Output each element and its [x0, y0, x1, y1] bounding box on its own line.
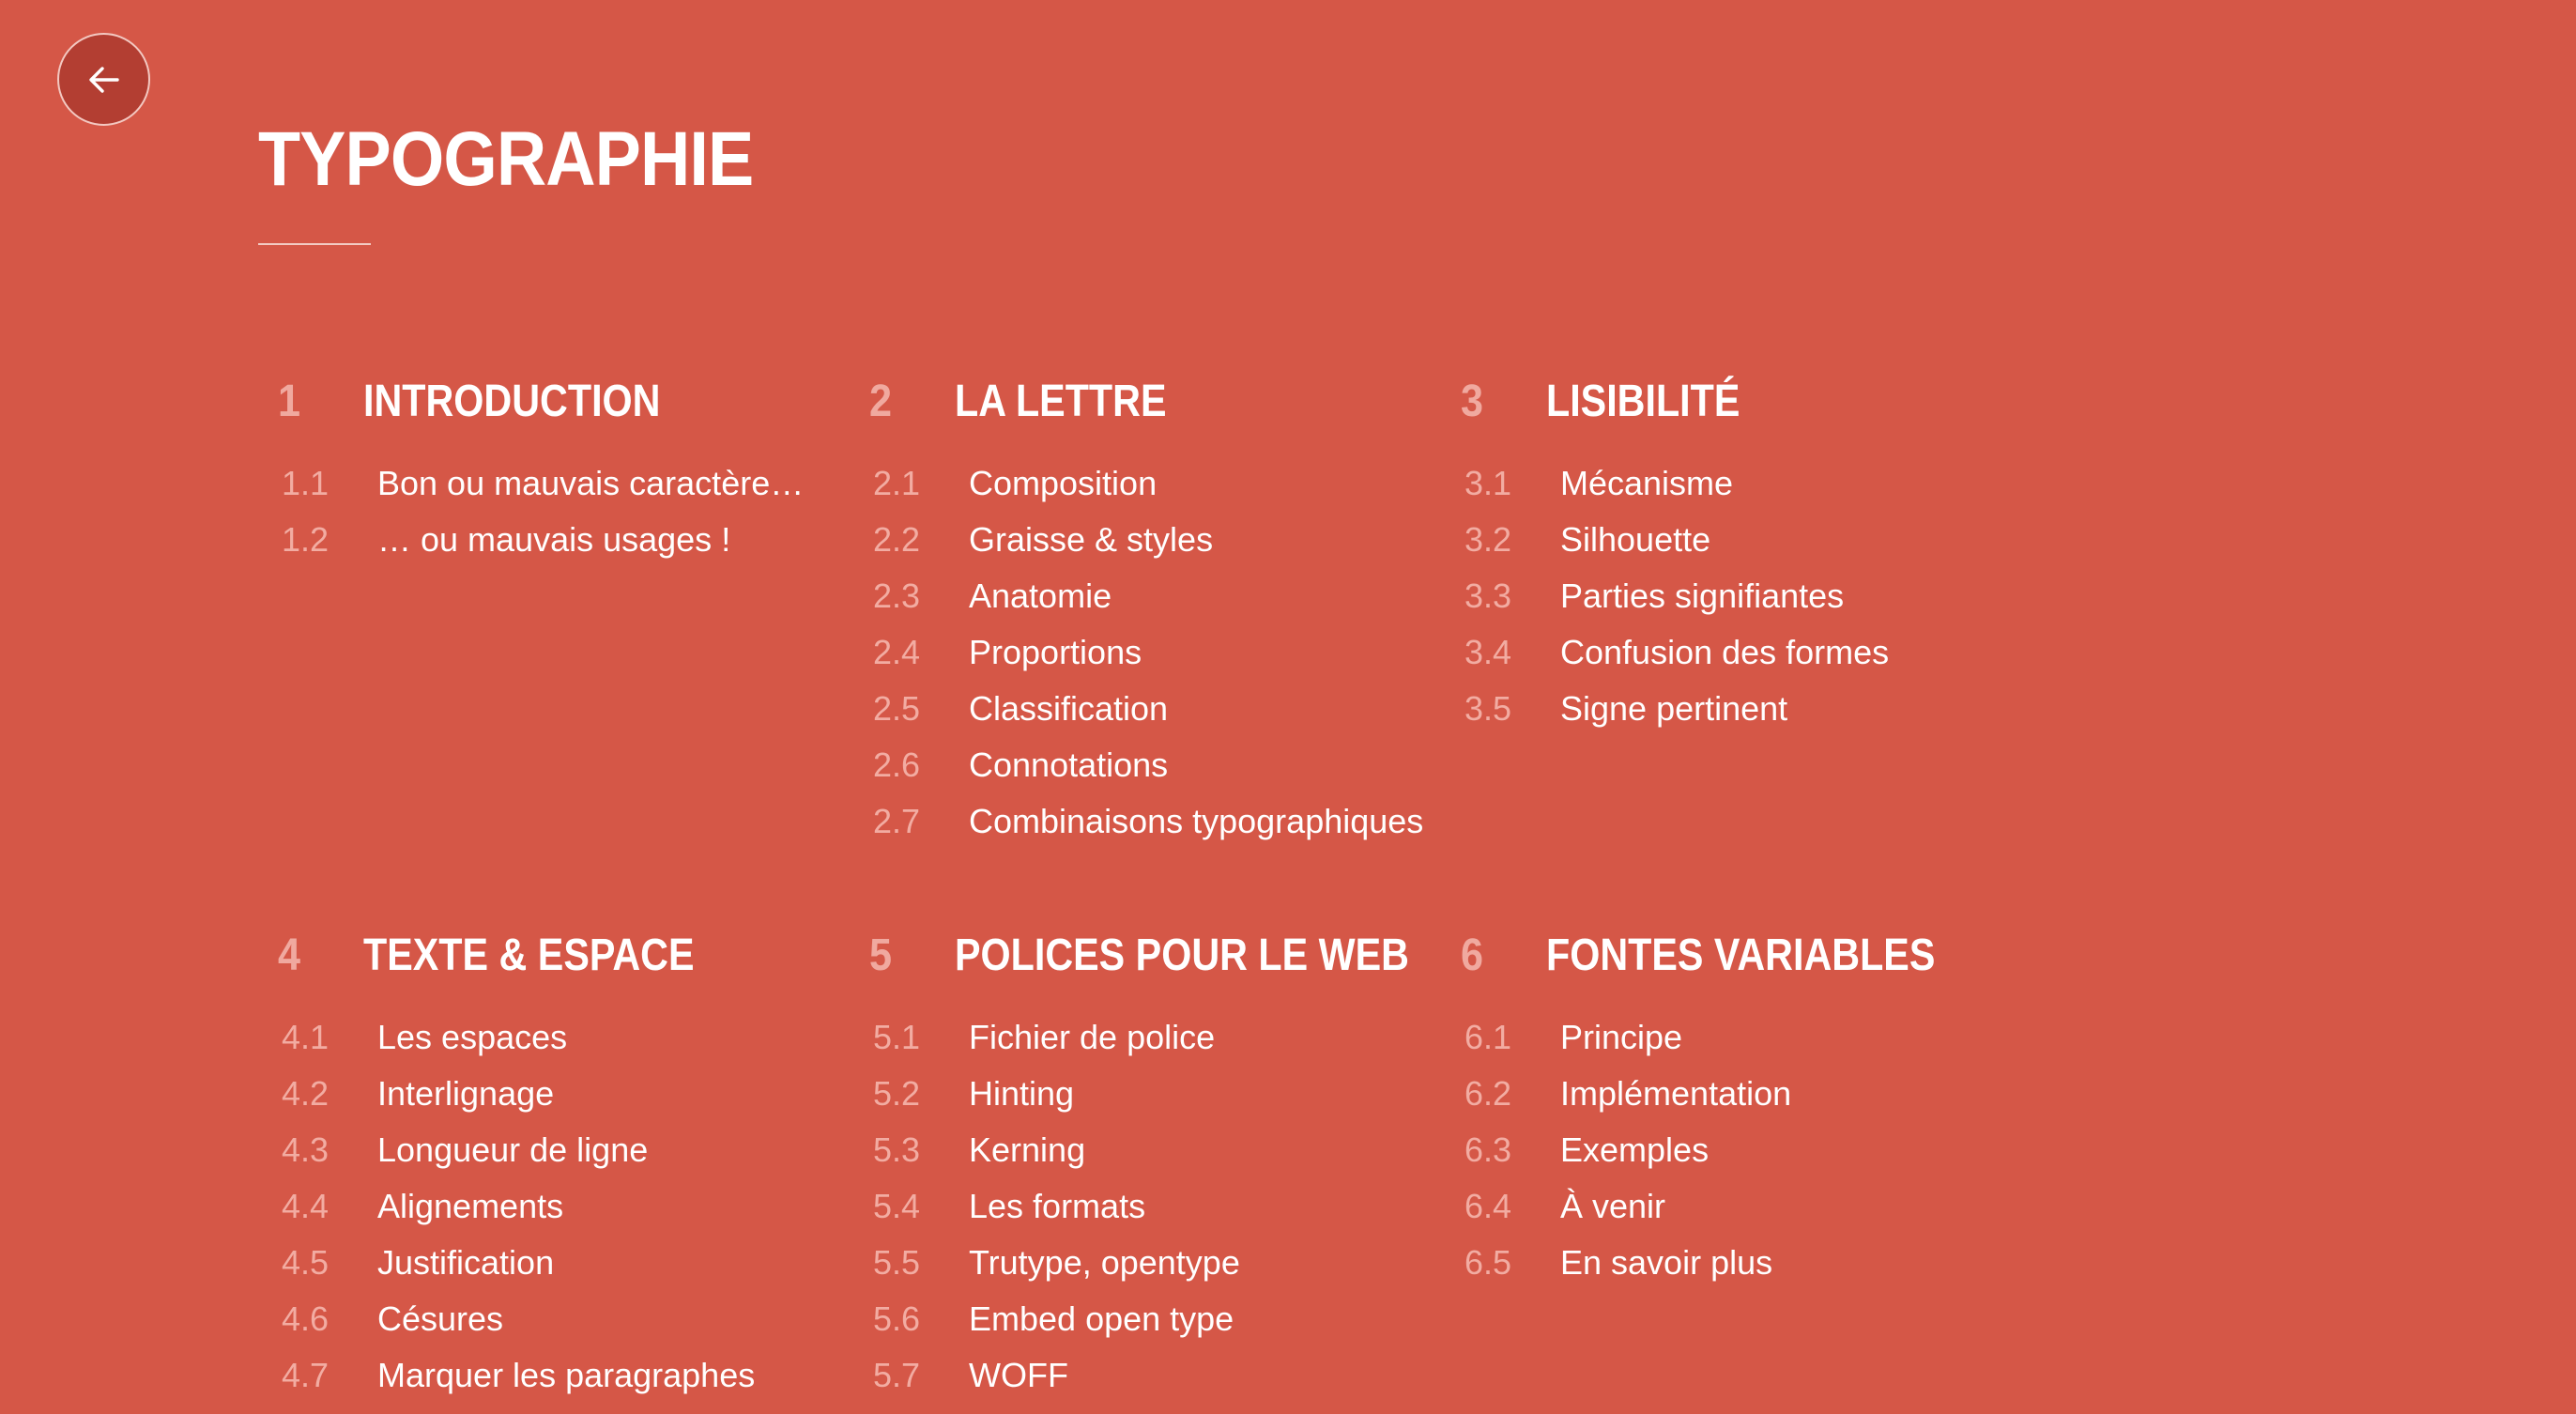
section-label: Silhouette: [1560, 520, 1711, 559]
section-label: Implémentation: [1560, 1074, 1792, 1113]
section-link[interactable]: [1461, 681, 2062, 737]
chapter-5: [869, 923, 1470, 1404]
section-link[interactable]: [278, 1235, 879, 1291]
section-number: 4.3: [282, 1130, 330, 1169]
section-label: Interlignage: [377, 1074, 555, 1113]
section-list: [869, 1009, 1470, 1404]
section-link[interactable]: [278, 1291, 879, 1347]
section-label: Mécanisme: [1560, 464, 1734, 502]
chapter-6: [1461, 923, 2062, 1291]
section-link[interactable]: [869, 624, 1470, 681]
section-link[interactable]: [1461, 455, 2062, 512]
section-number: 1.2: [282, 520, 330, 559]
section-number: 5.7: [873, 1356, 921, 1394]
section-label: En savoir plus: [1560, 1243, 1773, 1282]
section-link[interactable]: [869, 1009, 1470, 1066]
section-number: 5.1: [873, 1018, 921, 1056]
section-label: Fichier de police: [969, 1018, 1216, 1056]
section-label: Exemples: [1560, 1130, 1710, 1169]
section-label: Justification: [377, 1243, 555, 1282]
section-number: 6.4: [1464, 1187, 1512, 1225]
section-link[interactable]: [1461, 1066, 2062, 1122]
section-number: 4.4: [282, 1187, 330, 1225]
section-number: 1.1: [282, 464, 330, 502]
chapter-4: [278, 923, 879, 1404]
section-label: WOFF: [969, 1356, 1068, 1394]
section-label: Composition: [969, 464, 1158, 502]
section-list: [869, 455, 1470, 850]
section-link[interactable]: [278, 1009, 879, 1066]
section-label: Bon ou mauvais caractère…: [377, 464, 805, 502]
section-number: 5.2: [873, 1074, 921, 1113]
section-label: Parties signifiantes: [1560, 576, 1845, 615]
section-link[interactable]: [278, 512, 879, 568]
section-link[interactable]: [278, 1347, 879, 1404]
section-link[interactable]: [869, 455, 1470, 512]
section-number: 6.1: [1464, 1018, 1512, 1056]
section-link[interactable]: [869, 512, 1470, 568]
chapter-title-link[interactable]: FONTES VARIABLES: [1546, 930, 1936, 980]
section-label: Les formats: [969, 1187, 1146, 1225]
section-label: À venir: [1560, 1187, 1666, 1225]
section-number: 2.2: [873, 520, 921, 559]
section-label: Connotations: [969, 745, 1169, 784]
section-link[interactable]: [1461, 1122, 2062, 1178]
section-number: 2.5: [873, 689, 921, 728]
section-link[interactable]: [278, 1122, 879, 1178]
chapter-number: 3: [1461, 377, 1484, 426]
section-number: 2.4: [873, 633, 921, 671]
section-link[interactable]: [1461, 512, 2062, 568]
section-number: 6.3: [1464, 1130, 1512, 1169]
chapter-number: 4: [278, 930, 301, 980]
section-label: Classification: [969, 689, 1169, 728]
section-number: 5.3: [873, 1130, 921, 1169]
chapter-header: [278, 923, 879, 989]
section-number: 5.6: [873, 1299, 921, 1338]
section-number: 4.5: [282, 1243, 330, 1282]
section-number: 2.6: [873, 745, 921, 784]
section-link[interactable]: [869, 793, 1470, 850]
section-label: Combinaisons typographiques: [969, 802, 1424, 840]
section-label: Principe: [1560, 1018, 1683, 1056]
section-number: 2.3: [873, 576, 921, 615]
page-title: TYPOGRAPHIE: [258, 116, 754, 202]
section-label: Anatomie: [969, 576, 1112, 615]
section-number: 2.7: [873, 802, 921, 840]
section-link[interactable]: [869, 568, 1470, 624]
section-link[interactable]: [869, 681, 1470, 737]
section-link[interactable]: [278, 455, 879, 512]
section-link[interactable]: [1461, 1235, 2062, 1291]
section-link[interactable]: [869, 1291, 1470, 1347]
section-number: 3.4: [1464, 633, 1512, 671]
section-link[interactable]: [278, 1066, 879, 1122]
section-number: 3.1: [1464, 464, 1512, 502]
section-label: Alignements: [377, 1187, 564, 1225]
section-link[interactable]: [1461, 1178, 2062, 1235]
chapter-title-link[interactable]: LISIBILITÉ: [1546, 377, 1740, 426]
section-link[interactable]: [869, 1066, 1470, 1122]
chapter-number: 1: [278, 377, 301, 426]
section-link[interactable]: [278, 1178, 879, 1235]
section-link[interactable]: [869, 1347, 1470, 1404]
section-number: 3.2: [1464, 520, 1512, 559]
section-label: Hinting: [969, 1074, 1075, 1113]
chapter-1: [278, 369, 879, 568]
chapter-header: [278, 369, 879, 435]
chapter-header: [869, 923, 1470, 989]
section-number: 4.2: [282, 1074, 330, 1113]
chapter-header: [1461, 369, 2062, 435]
section-label: Kerning: [969, 1130, 1086, 1169]
chapter-title-link[interactable]: LA LETTRE: [955, 377, 1167, 426]
section-number: 5.5: [873, 1243, 921, 1282]
section-number: 4.6: [282, 1299, 330, 1338]
section-label: Césures: [377, 1299, 504, 1338]
section-list: [1461, 1009, 2062, 1291]
chapter-number: 2: [869, 377, 893, 426]
section-link[interactable]: [869, 1178, 1470, 1235]
section-label: Trutype, opentype: [969, 1243, 1240, 1282]
section-label: Proportions: [969, 633, 1142, 671]
section-label: … ou mauvais usages !: [377, 520, 731, 559]
section-number: 4.1: [282, 1018, 330, 1056]
section-link[interactable]: [869, 737, 1470, 793]
chapter-title-link[interactable]: POLICES POUR LE WEB: [955, 930, 1409, 980]
section-number: 6.5: [1464, 1243, 1512, 1282]
section-number: 2.1: [873, 464, 921, 502]
section-number: 5.4: [873, 1187, 921, 1225]
section-label: Embed open type: [969, 1299, 1234, 1338]
section-label: Confusion des formes: [1560, 633, 1890, 671]
section-list: [278, 1009, 879, 1404]
chapter-title-link[interactable]: INTRODUCTION: [363, 377, 661, 426]
chapter-3: [1461, 369, 2062, 737]
section-list: [278, 455, 879, 568]
chapter-number: 6: [1461, 930, 1484, 980]
section-number: 4.7: [282, 1356, 330, 1394]
section-number: 6.2: [1464, 1074, 1512, 1113]
section-label: Les espaces: [377, 1018, 568, 1056]
section-link[interactable]: [1461, 624, 2062, 681]
chapter-number: 5: [869, 930, 893, 980]
section-number: 3.5: [1464, 689, 1512, 728]
section-link[interactable]: [1461, 568, 2062, 624]
section-link[interactable]: [869, 1235, 1470, 1291]
section-label: Marquer les paragraphes: [377, 1356, 756, 1394]
chapter-2: [869, 369, 1470, 850]
section-label: Graisse & styles: [969, 520, 1214, 559]
section-link[interactable]: [1461, 1009, 2062, 1066]
section-list: [1461, 455, 2062, 737]
chapter-header: [869, 369, 1470, 435]
section-label: Signe pertinent: [1560, 689, 1788, 728]
chapter-header: [1461, 923, 2062, 989]
section-label: Longueur de ligne: [377, 1130, 649, 1169]
section-number: 3.3: [1464, 576, 1512, 615]
section-link[interactable]: [869, 1122, 1470, 1178]
chapter-title-link[interactable]: TEXTE & ESPACE: [363, 930, 695, 980]
